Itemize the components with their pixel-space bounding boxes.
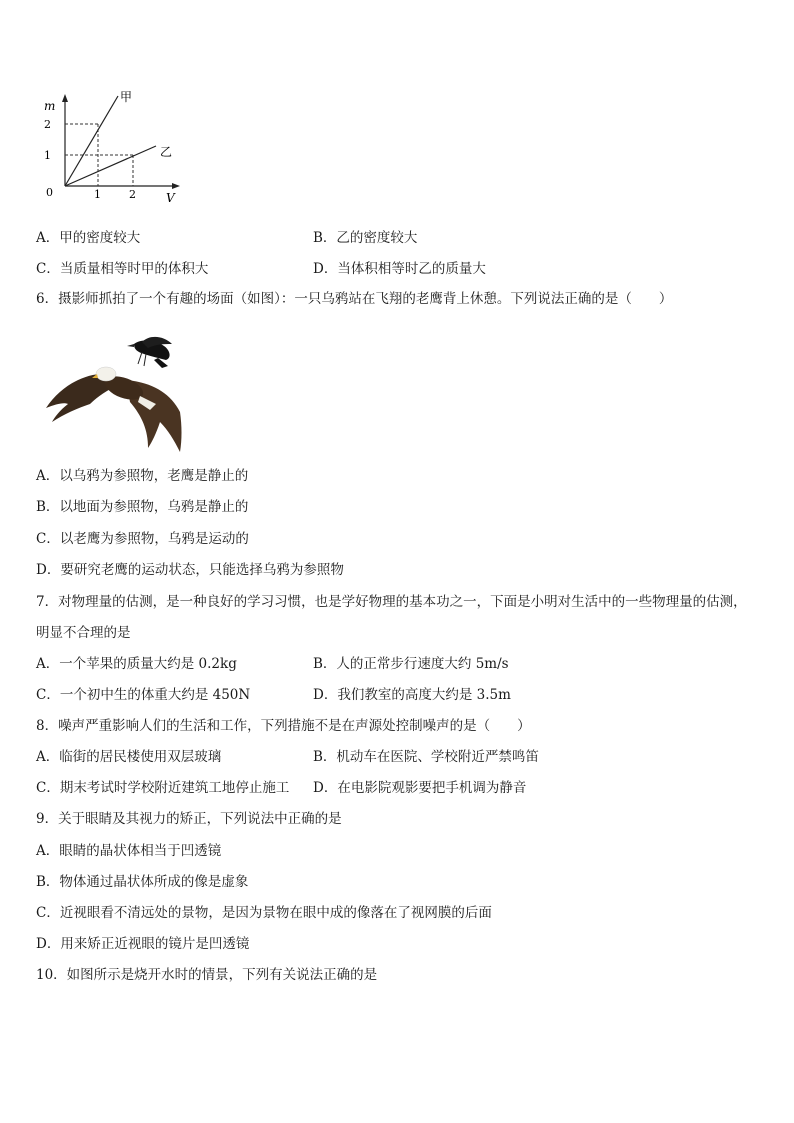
q10-stem: 10．如图所示是烧开水时的情景，下列有关说法正确的是 [36, 967, 378, 983]
q9-option-a: A．眼睛的晶状体相当于凹透镜 [36, 843, 222, 859]
q7-option-c: C．一个初中生的体重大约是 450N [36, 687, 251, 703]
origin-label: 0 [46, 186, 53, 199]
q9-stem: 9．关于眼睛及其视力的矫正，下列说法中正确的是 [36, 811, 342, 827]
y-tick-1: 1 [44, 149, 51, 162]
q7-stem-line1: 7．对物理量的估测，是一种良好的学习习惯，也是学好物理的基本功之一，下面是小明对生活中的一些物理量的估测， [36, 594, 747, 610]
line-jia [65, 96, 118, 186]
q7-option-a: A．一个苹果的质量大约是 0.2kg [36, 656, 237, 672]
q7-option-d: D．我们教室的高度大约是 3.5m [313, 687, 511, 703]
q9-option-b: B．物体通过晶状体所成的像是虚象 [36, 874, 249, 890]
q5-option-d: D．当体积相等时乙的质量大 [313, 261, 486, 277]
q8-stem: 8．噪声严重影响人们的生活和工作，下列措施不是在声源处控制噪声的是（ ） [36, 718, 531, 734]
x-tick-1: 1 [94, 188, 101, 201]
q8-option-a: A．临街的居民楼使用双层玻璃 [36, 749, 222, 765]
q9-option-d: D．用来矫正近视眼的镜片是凹透镜 [36, 936, 250, 952]
crow-leg [138, 352, 142, 364]
q6-option-d: D．要研究老鹰的运动状态，只能选择乌鸦为参照物 [36, 562, 344, 578]
crow-beak [127, 344, 134, 347]
x-tick-2: 2 [129, 188, 136, 201]
q6-option-b: B．以地面为参照物，乌鸦是静止的 [36, 499, 249, 515]
q8-option-b: B．机动车在医院、学校附近严禁鸣笛 [313, 749, 539, 765]
q6-option-c: C．以老鹰为参照物，乌鸦是运动的 [36, 531, 249, 547]
y-axis-arrow [62, 94, 68, 102]
q6-stem: 6．摄影师抓拍了一个有趣的场面（如图）：一只乌鸦站在飞翔的老鹰背上休憩。下列说法正确的是（ ） [36, 291, 673, 307]
x-axis-label: V [166, 191, 175, 205]
crow-leg [144, 354, 146, 366]
q5-option-c: C．当质量相等时甲的体积大 [36, 261, 209, 277]
q9-option-c: C．近视眼看不清远处的景物，是因为景物在眼中成的像落在了视网膜的后面 [36, 905, 492, 921]
eagle-head [96, 367, 116, 381]
q5-option-a: A．甲的密度较大 [36, 230, 141, 246]
y-axis-label: m [44, 99, 56, 113]
x-axis-arrow [172, 183, 180, 189]
q5-option-b: B．乙的密度较大 [313, 230, 418, 246]
line-jia-label: 甲 [120, 90, 133, 104]
q8-option-d: D．在电影院观影要把手机调为静音 [313, 780, 527, 796]
line-yi [65, 146, 156, 186]
line-yi-label: 乙 [160, 145, 173, 159]
q8-option-c: C．期末考试时学校附近建筑工地停止施工 [36, 780, 290, 796]
eagle-with-crow-image [38, 330, 188, 455]
q6-option-a: A．以乌鸦为参照物，老鹰是静止的 [36, 468, 249, 484]
y-tick-2: 2 [44, 118, 51, 131]
q7-option-b: B．人的正常步行速度大约 5m/s [313, 656, 509, 672]
q7-stem-line2: 明显不合理的是 [36, 625, 131, 641]
mass-volume-graph [38, 88, 188, 206]
